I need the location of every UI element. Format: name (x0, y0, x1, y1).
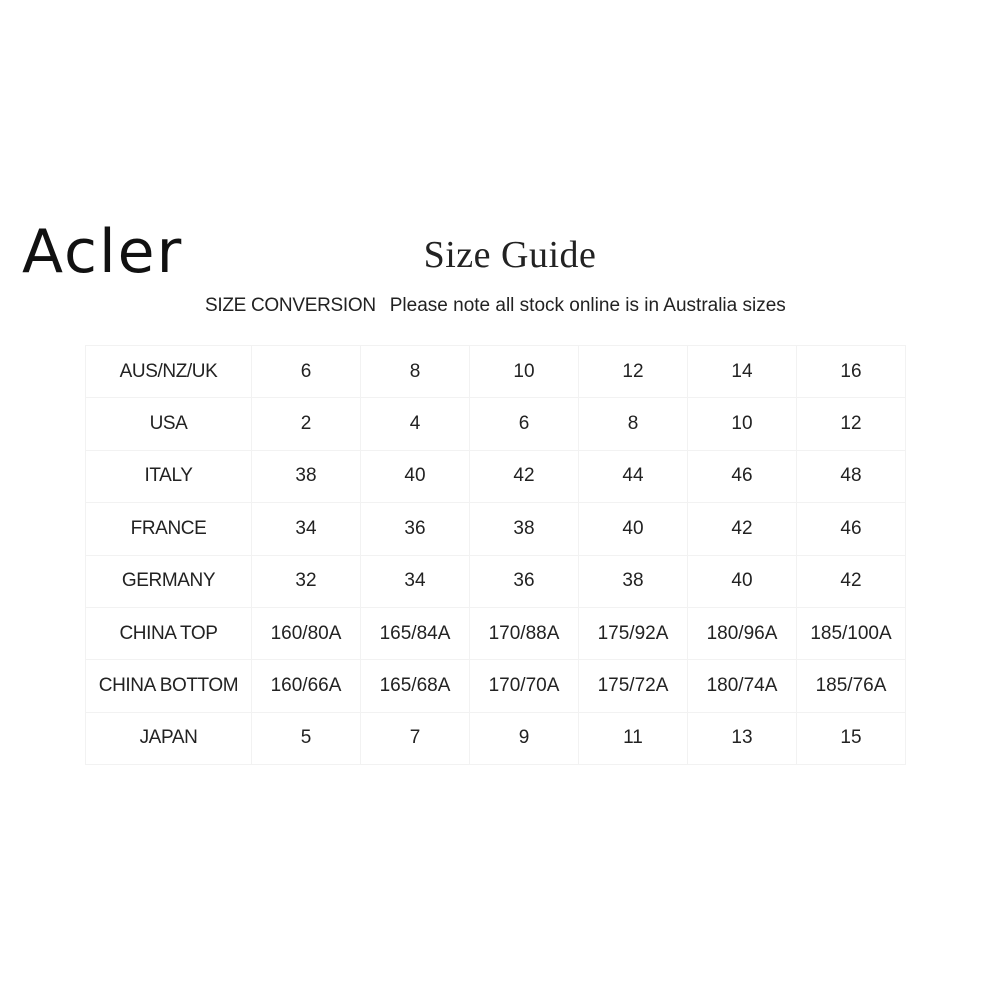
size-cell: 165/84A (361, 607, 470, 659)
size-cell: 5 (252, 712, 361, 764)
size-cell: 36 (470, 555, 579, 607)
brand-logo: Acler (22, 217, 184, 287)
size-cell: 160/66A (252, 660, 361, 712)
size-cell: 38 (579, 555, 688, 607)
size-cell: 34 (252, 503, 361, 555)
size-cell: 160/80A (252, 607, 361, 659)
subtitle-row (205, 296, 786, 315)
section-heading: SIZE CONVERSION (205, 295, 376, 316)
size-cell: 46 (797, 503, 906, 555)
table-row (86, 660, 906, 712)
size-cell: 40 (579, 503, 688, 555)
size-cell: 170/88A (470, 607, 579, 659)
page-title: Size Guide (423, 234, 597, 276)
size-cell: 48 (797, 450, 906, 502)
stock-note: Please note all stock online is in Australia sizes (389, 295, 786, 316)
row-label: JAPAN (86, 712, 252, 764)
size-cell: 40 (361, 450, 470, 502)
size-cell: 180/74A (688, 660, 797, 712)
table-row (86, 398, 906, 450)
size-cell: 185/76A (797, 660, 906, 712)
size-cell: 42 (470, 450, 579, 502)
size-cell: 36 (361, 503, 470, 555)
table-row (86, 555, 906, 607)
size-cell: 16 (797, 346, 906, 398)
row-label: AUS/NZ/UK (86, 346, 252, 398)
size-cell: 38 (470, 503, 579, 555)
size-cell: 38 (252, 450, 361, 502)
size-cell: 7 (361, 712, 470, 764)
size-cell: 8 (579, 398, 688, 450)
size-cell: 11 (579, 712, 688, 764)
size-cell: 12 (797, 398, 906, 450)
row-label: CHINA BOTTOM (86, 660, 252, 712)
size-cell: 46 (688, 450, 797, 502)
size-cell: 10 (688, 398, 797, 450)
size-cell: 2 (252, 398, 361, 450)
size-cell: 6 (252, 346, 361, 398)
row-label: ITALY (86, 450, 252, 502)
table-row (86, 346, 906, 398)
row-label: CHINA TOP (86, 607, 252, 659)
size-cell: 165/68A (361, 660, 470, 712)
size-cell: 32 (252, 555, 361, 607)
table-row (86, 607, 906, 659)
size-cell: 6 (470, 398, 579, 450)
size-cell: 42 (797, 555, 906, 607)
size-cell: 9 (470, 712, 579, 764)
table-row (86, 450, 906, 502)
size-cell: 8 (361, 346, 470, 398)
size-cell: 170/70A (470, 660, 579, 712)
size-cell: 175/92A (579, 607, 688, 659)
size-cell: 42 (688, 503, 797, 555)
size-cell: 13 (688, 712, 797, 764)
row-label: GERMANY (86, 555, 252, 607)
table-row (86, 712, 906, 764)
size-conversion-table (85, 345, 906, 765)
table-row (86, 503, 906, 555)
size-cell: 12 (579, 346, 688, 398)
size-cell: 10 (470, 346, 579, 398)
size-cell: 185/100A (797, 607, 906, 659)
size-cell: 40 (688, 555, 797, 607)
size-cell: 14 (688, 346, 797, 398)
size-cell: 44 (579, 450, 688, 502)
size-cell: 175/72A (579, 660, 688, 712)
size-cell: 4 (361, 398, 470, 450)
row-label: FRANCE (86, 503, 252, 555)
size-cell: 180/96A (688, 607, 797, 659)
row-label: USA (86, 398, 252, 450)
size-cell: 34 (361, 555, 470, 607)
size-cell: 15 (797, 712, 906, 764)
